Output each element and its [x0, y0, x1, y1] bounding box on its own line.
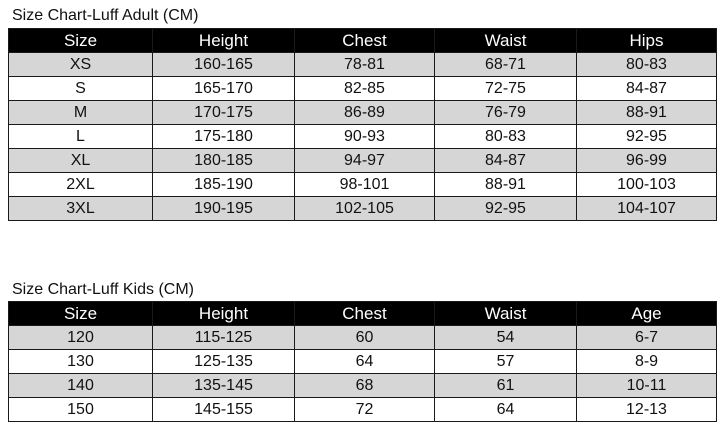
table-row — [9, 125, 717, 149]
waist-cell: 88-91 — [435, 173, 577, 197]
table-row — [9, 77, 717, 101]
chest-cell: 82-85 — [295, 77, 435, 101]
column-header-chest: Chest — [295, 29, 435, 53]
height-cell: 175-180 — [153, 125, 295, 149]
chest-cell: 86-89 — [295, 101, 435, 125]
waist-cell: 76-79 — [435, 101, 577, 125]
size-cell: XL — [9, 149, 153, 173]
height-cell: 160-165 — [153, 53, 295, 77]
size-cell: S — [9, 77, 153, 101]
size-cell: M — [9, 101, 153, 125]
chest-cell: 60 — [295, 326, 435, 350]
height-cell: 185-190 — [153, 173, 295, 197]
column-header-hips: Hips — [577, 29, 717, 53]
chest-cell: 72 — [295, 398, 435, 422]
kids-size-table — [8, 301, 717, 422]
chest-cell: 68 — [295, 374, 435, 398]
size-cell: XS — [9, 53, 153, 77]
waist-cell: 61 — [435, 374, 577, 398]
age-cell: 12-13 — [577, 398, 717, 422]
age-cell: 6-7 — [577, 326, 717, 350]
chest-cell: 64 — [295, 350, 435, 374]
table-row — [9, 398, 717, 422]
waist-cell: 72-75 — [435, 77, 577, 101]
height-cell: 190-195 — [153, 197, 295, 221]
height-cell: 135-145 — [153, 374, 295, 398]
size-cell: 150 — [9, 398, 153, 422]
column-header-waist: Waist — [435, 29, 577, 53]
size-cell: 2XL — [9, 173, 153, 197]
table-row — [9, 149, 717, 173]
table-row — [9, 197, 717, 221]
column-header-size: Size — [9, 302, 153, 326]
size-cell: 120 — [9, 326, 153, 350]
chest-cell: 98-101 — [295, 173, 435, 197]
waist-cell: 57 — [435, 350, 577, 374]
table-row — [9, 53, 717, 77]
chest-cell: 90-93 — [295, 125, 435, 149]
height-cell: 125-135 — [153, 350, 295, 374]
table-row — [9, 101, 717, 125]
size-cell: 3XL — [9, 197, 153, 221]
hips-cell: 96-99 — [577, 149, 717, 173]
table-row — [9, 374, 717, 398]
size-cell: 140 — [9, 374, 153, 398]
chest-cell: 102-105 — [295, 197, 435, 221]
height-cell: 180-185 — [153, 149, 295, 173]
hips-cell: 84-87 — [577, 77, 717, 101]
age-cell: 8-9 — [577, 350, 717, 374]
table-row — [9, 350, 717, 374]
table-header-row — [9, 302, 717, 326]
chest-cell: 94-97 — [295, 149, 435, 173]
height-cell: 165-170 — [153, 77, 295, 101]
hips-cell: 88-91 — [577, 101, 717, 125]
column-header-height: Height — [153, 29, 295, 53]
hips-cell: 100-103 — [577, 173, 717, 197]
column-header-size: Size — [9, 29, 153, 53]
waist-cell: 84-87 — [435, 149, 577, 173]
adult-size-chart-title: Size Chart-Luff Adult (CM) — [12, 7, 199, 24]
table-header-row — [9, 29, 717, 53]
chest-cell: 78-81 — [295, 53, 435, 77]
table-row — [9, 326, 717, 350]
column-header-age: Age — [577, 302, 717, 326]
size-cell: L — [9, 125, 153, 149]
kids-size-chart-title: Size Chart-Luff Kids (CM) — [12, 281, 194, 298]
height-cell: 115-125 — [153, 326, 295, 350]
size-cell: 130 — [9, 350, 153, 374]
waist-cell: 54 — [435, 326, 577, 350]
table-row — [9, 173, 717, 197]
height-cell: 170-175 — [153, 101, 295, 125]
column-header-height: Height — [153, 302, 295, 326]
waist-cell: 68-71 — [435, 53, 577, 77]
waist-cell: 64 — [435, 398, 577, 422]
hips-cell: 92-95 — [577, 125, 717, 149]
adult-size-table — [8, 28, 717, 221]
hips-cell: 104-107 — [577, 197, 717, 221]
column-header-waist: Waist — [435, 302, 577, 326]
age-cell: 10-11 — [577, 374, 717, 398]
hips-cell: 80-83 — [577, 53, 717, 77]
height-cell: 145-155 — [153, 398, 295, 422]
waist-cell: 80-83 — [435, 125, 577, 149]
waist-cell: 92-95 — [435, 197, 577, 221]
column-header-chest: Chest — [295, 302, 435, 326]
